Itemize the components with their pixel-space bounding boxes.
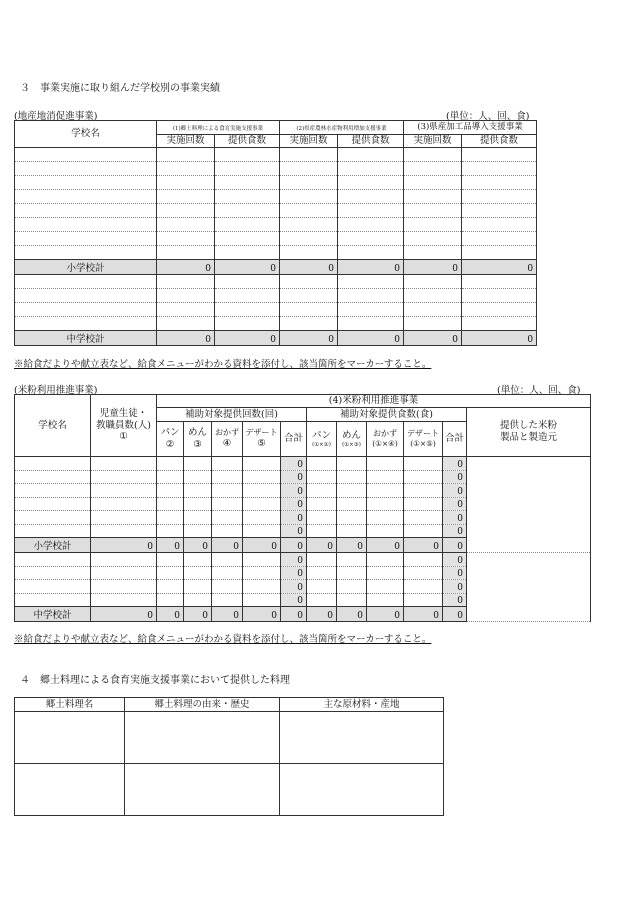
- total-value: 0: [243, 538, 281, 553]
- table-row: [15, 303, 537, 317]
- row-sum: 0: [281, 566, 307, 580]
- total-value: 0: [307, 607, 337, 622]
- school-cell[interactable]: [15, 511, 91, 525]
- meals-col-side: おかず (①×④): [367, 422, 404, 457]
- table3-header-name: 郷土料理名: [15, 698, 125, 712]
- times-col-total: 合計: [281, 422, 307, 457]
- total-value: 0: [280, 260, 338, 275]
- school-cell[interactable]: [15, 566, 91, 580]
- school-cell[interactable]: [15, 232, 157, 246]
- total-value: 0: [367, 538, 404, 553]
- table2-header-school: 学校名: [15, 395, 91, 457]
- times-col-side: おかず ④: [212, 422, 243, 457]
- table2-header-meals: 補助対象提供食数(食): [307, 408, 467, 422]
- school-cell[interactable]: [15, 553, 91, 567]
- total-value: 0: [338, 260, 404, 275]
- table-row: [15, 176, 537, 190]
- dish-name-cell[interactable]: [15, 764, 125, 816]
- table1-header-group2: (2)県産農林水産物利用増加支援事業: [280, 121, 404, 135]
- row-sum: 0: [281, 457, 307, 471]
- total-value: 0: [215, 260, 280, 275]
- row-sum: 0: [443, 593, 467, 607]
- total-value: 0: [91, 607, 157, 622]
- table2-header-students: 児童生徒・ 教職員数(人) ①: [91, 395, 157, 457]
- school-cell[interactable]: [15, 275, 157, 289]
- table-row: [15, 712, 444, 764]
- table2-unit: (単位：人、回、食): [497, 385, 581, 396]
- row-sum: 0: [443, 524, 467, 538]
- table1-subheader-count: 実施回数: [280, 135, 338, 148]
- total-value: 0: [404, 607, 443, 622]
- table-row: [15, 232, 537, 246]
- total-value: 0: [243, 607, 281, 622]
- table2-header-products: 提供した米粉 製品と製造元: [467, 408, 591, 457]
- school-cell[interactable]: [15, 303, 157, 317]
- total-value: 0: [281, 607, 307, 622]
- table-row: [15, 246, 537, 260]
- row-sum: 0: [281, 484, 307, 498]
- total-value: 0: [462, 331, 537, 346]
- total-value: 0: [307, 538, 337, 553]
- products-cell-elementary[interactable]: [467, 457, 591, 553]
- dish-name-cell[interactable]: [15, 712, 125, 764]
- school-cell[interactable]: [15, 457, 91, 471]
- elementary-total-label: 小学校計: [15, 538, 91, 553]
- table1-header-group1: (1)郷土料理による食育実施支援事業: [157, 121, 280, 135]
- dish-ingredients-cell[interactable]: [280, 764, 444, 816]
- meals-col-dessert: デザート (①×⑤): [404, 422, 443, 457]
- total-value: 0: [443, 538, 467, 553]
- total-value: 0: [157, 538, 184, 553]
- table-row: [15, 275, 537, 289]
- total-value: 0: [157, 331, 215, 346]
- middle-total-row: [15, 331, 537, 346]
- table3-header-origin: 郷土料理の由来・歴史: [125, 698, 280, 712]
- row-sum: 0: [281, 524, 307, 538]
- school-cell[interactable]: [15, 317, 157, 331]
- total-value: 0: [91, 538, 157, 553]
- school-cell[interactable]: [15, 218, 157, 232]
- school-cell[interactable]: [15, 580, 91, 594]
- table-row: [15, 204, 537, 218]
- row-sum: 0: [443, 484, 467, 498]
- row-sum: 0: [443, 511, 467, 525]
- school-cell[interactable]: [15, 289, 157, 303]
- total-value: 0: [404, 538, 443, 553]
- table1-subheader-meals: 提供食数: [215, 135, 280, 148]
- school-cell[interactable]: [15, 162, 157, 176]
- table2-note: ※給食だよりや献立表など、給食メニューがわかる資料を添付し、該当箇所をマーカーすること。: [14, 634, 432, 645]
- times-col-dessert: デザート ⑤: [243, 422, 281, 457]
- row-sum: 0: [443, 457, 467, 471]
- table1-header-school: 学校名: [15, 121, 157, 148]
- meals-col-noodle: めん (①×③): [337, 422, 367, 457]
- total-value: 0: [281, 538, 307, 553]
- section4-title: ４ 郷土料理による食育実施支援事業において提供した料理: [20, 675, 290, 686]
- table-row: [15, 764, 444, 816]
- table1-subheader-count: 実施回数: [404, 135, 462, 148]
- dish-ingredients-cell[interactable]: [280, 712, 444, 764]
- total-value: 0: [212, 607, 243, 622]
- total-value: 0: [215, 331, 280, 346]
- total-value: 0: [404, 331, 462, 346]
- elementary-total-label: 小学校計: [15, 260, 157, 275]
- table1: [14, 120, 537, 346]
- total-value: 0: [404, 260, 462, 275]
- table-row: [15, 457, 591, 471]
- total-value: 0: [157, 607, 184, 622]
- row-sum: 0: [281, 511, 307, 525]
- table-row: [15, 162, 537, 176]
- total-value: 0: [337, 538, 367, 553]
- table2-caption: (米粉利用推進事業): [14, 385, 98, 396]
- table-row: [15, 218, 537, 232]
- total-value: 0: [462, 260, 537, 275]
- row-sum: 0: [443, 580, 467, 594]
- table3: [14, 697, 444, 816]
- products-cell-middle[interactable]: [467, 553, 591, 622]
- table-row: [15, 289, 537, 303]
- table-row: [15, 553, 591, 567]
- total-value: 0: [337, 607, 367, 622]
- meals-col-total: 合計: [443, 422, 467, 457]
- total-value: 0: [184, 607, 212, 622]
- table2-header-group: (4)米粉利用推進事業: [157, 395, 591, 408]
- table1-unit: (単位：人、回、食): [446, 111, 530, 122]
- school-cell[interactable]: [15, 148, 157, 162]
- dish-origin-cell[interactable]: [125, 712, 280, 764]
- school-cell[interactable]: [15, 176, 157, 190]
- school-cell[interactable]: [15, 497, 91, 511]
- row-sum: 0: [443, 553, 467, 567]
- table1-note: ※給食だよりや献立表など、給食メニューがわかる資料を添付し、該当箇所をマーカーすること。: [14, 359, 432, 370]
- row-sum: 0: [443, 566, 467, 580]
- row-sum: 0: [443, 497, 467, 511]
- table2: [14, 394, 591, 622]
- school-cell[interactable]: [15, 246, 157, 260]
- row-sum: 0: [281, 470, 307, 484]
- total-value: 0: [157, 260, 215, 275]
- total-value: 0: [212, 538, 243, 553]
- table1-subheader-meals: 提供食数: [462, 135, 537, 148]
- middle-total-label: 中学校計: [15, 607, 91, 622]
- table1-caption: (地産地消促進事業): [14, 111, 98, 122]
- meals-col-bread: パン (①×②): [307, 422, 337, 457]
- elementary-total-row: [15, 260, 537, 275]
- table1-header-group3: (3)県産加工品導入支援事業: [404, 121, 537, 135]
- school-cell[interactable]: [15, 524, 91, 538]
- table-row: [15, 148, 537, 162]
- school-cell[interactable]: [15, 190, 157, 204]
- total-value: 0: [280, 331, 338, 346]
- row-sum: 0: [281, 593, 307, 607]
- table3-header-ingredients: 主な原材料・産地: [280, 698, 444, 712]
- total-value: 0: [367, 607, 404, 622]
- dish-origin-cell[interactable]: [125, 764, 280, 816]
- school-cell[interactable]: [15, 204, 157, 218]
- row-sum: 0: [281, 553, 307, 567]
- section3-title: ３ 事業実施に取り組んだ学校別の事業実績: [20, 83, 220, 94]
- total-value: 0: [443, 607, 467, 622]
- total-value: 0: [338, 331, 404, 346]
- table2-header-times: 補助対象提供回数(回): [157, 408, 307, 422]
- row-sum: 0: [443, 470, 467, 484]
- table-row: [15, 317, 537, 331]
- row-sum: 0: [281, 497, 307, 511]
- table-row: [15, 190, 537, 204]
- times-col-noodle: めん ③: [184, 422, 212, 457]
- row-sum: 0: [281, 580, 307, 594]
- times-col-bread: パン ②: [157, 422, 184, 457]
- total-value: 0: [184, 538, 212, 553]
- middle-total-label: 中学校計: [15, 331, 157, 346]
- table1-subheader-meals: 提供食数: [338, 135, 404, 148]
- school-cell[interactable]: [15, 593, 91, 607]
- school-cell[interactable]: [15, 484, 91, 498]
- school-cell[interactable]: [15, 470, 91, 484]
- table1-subheader-count: 実施回数: [157, 135, 215, 148]
